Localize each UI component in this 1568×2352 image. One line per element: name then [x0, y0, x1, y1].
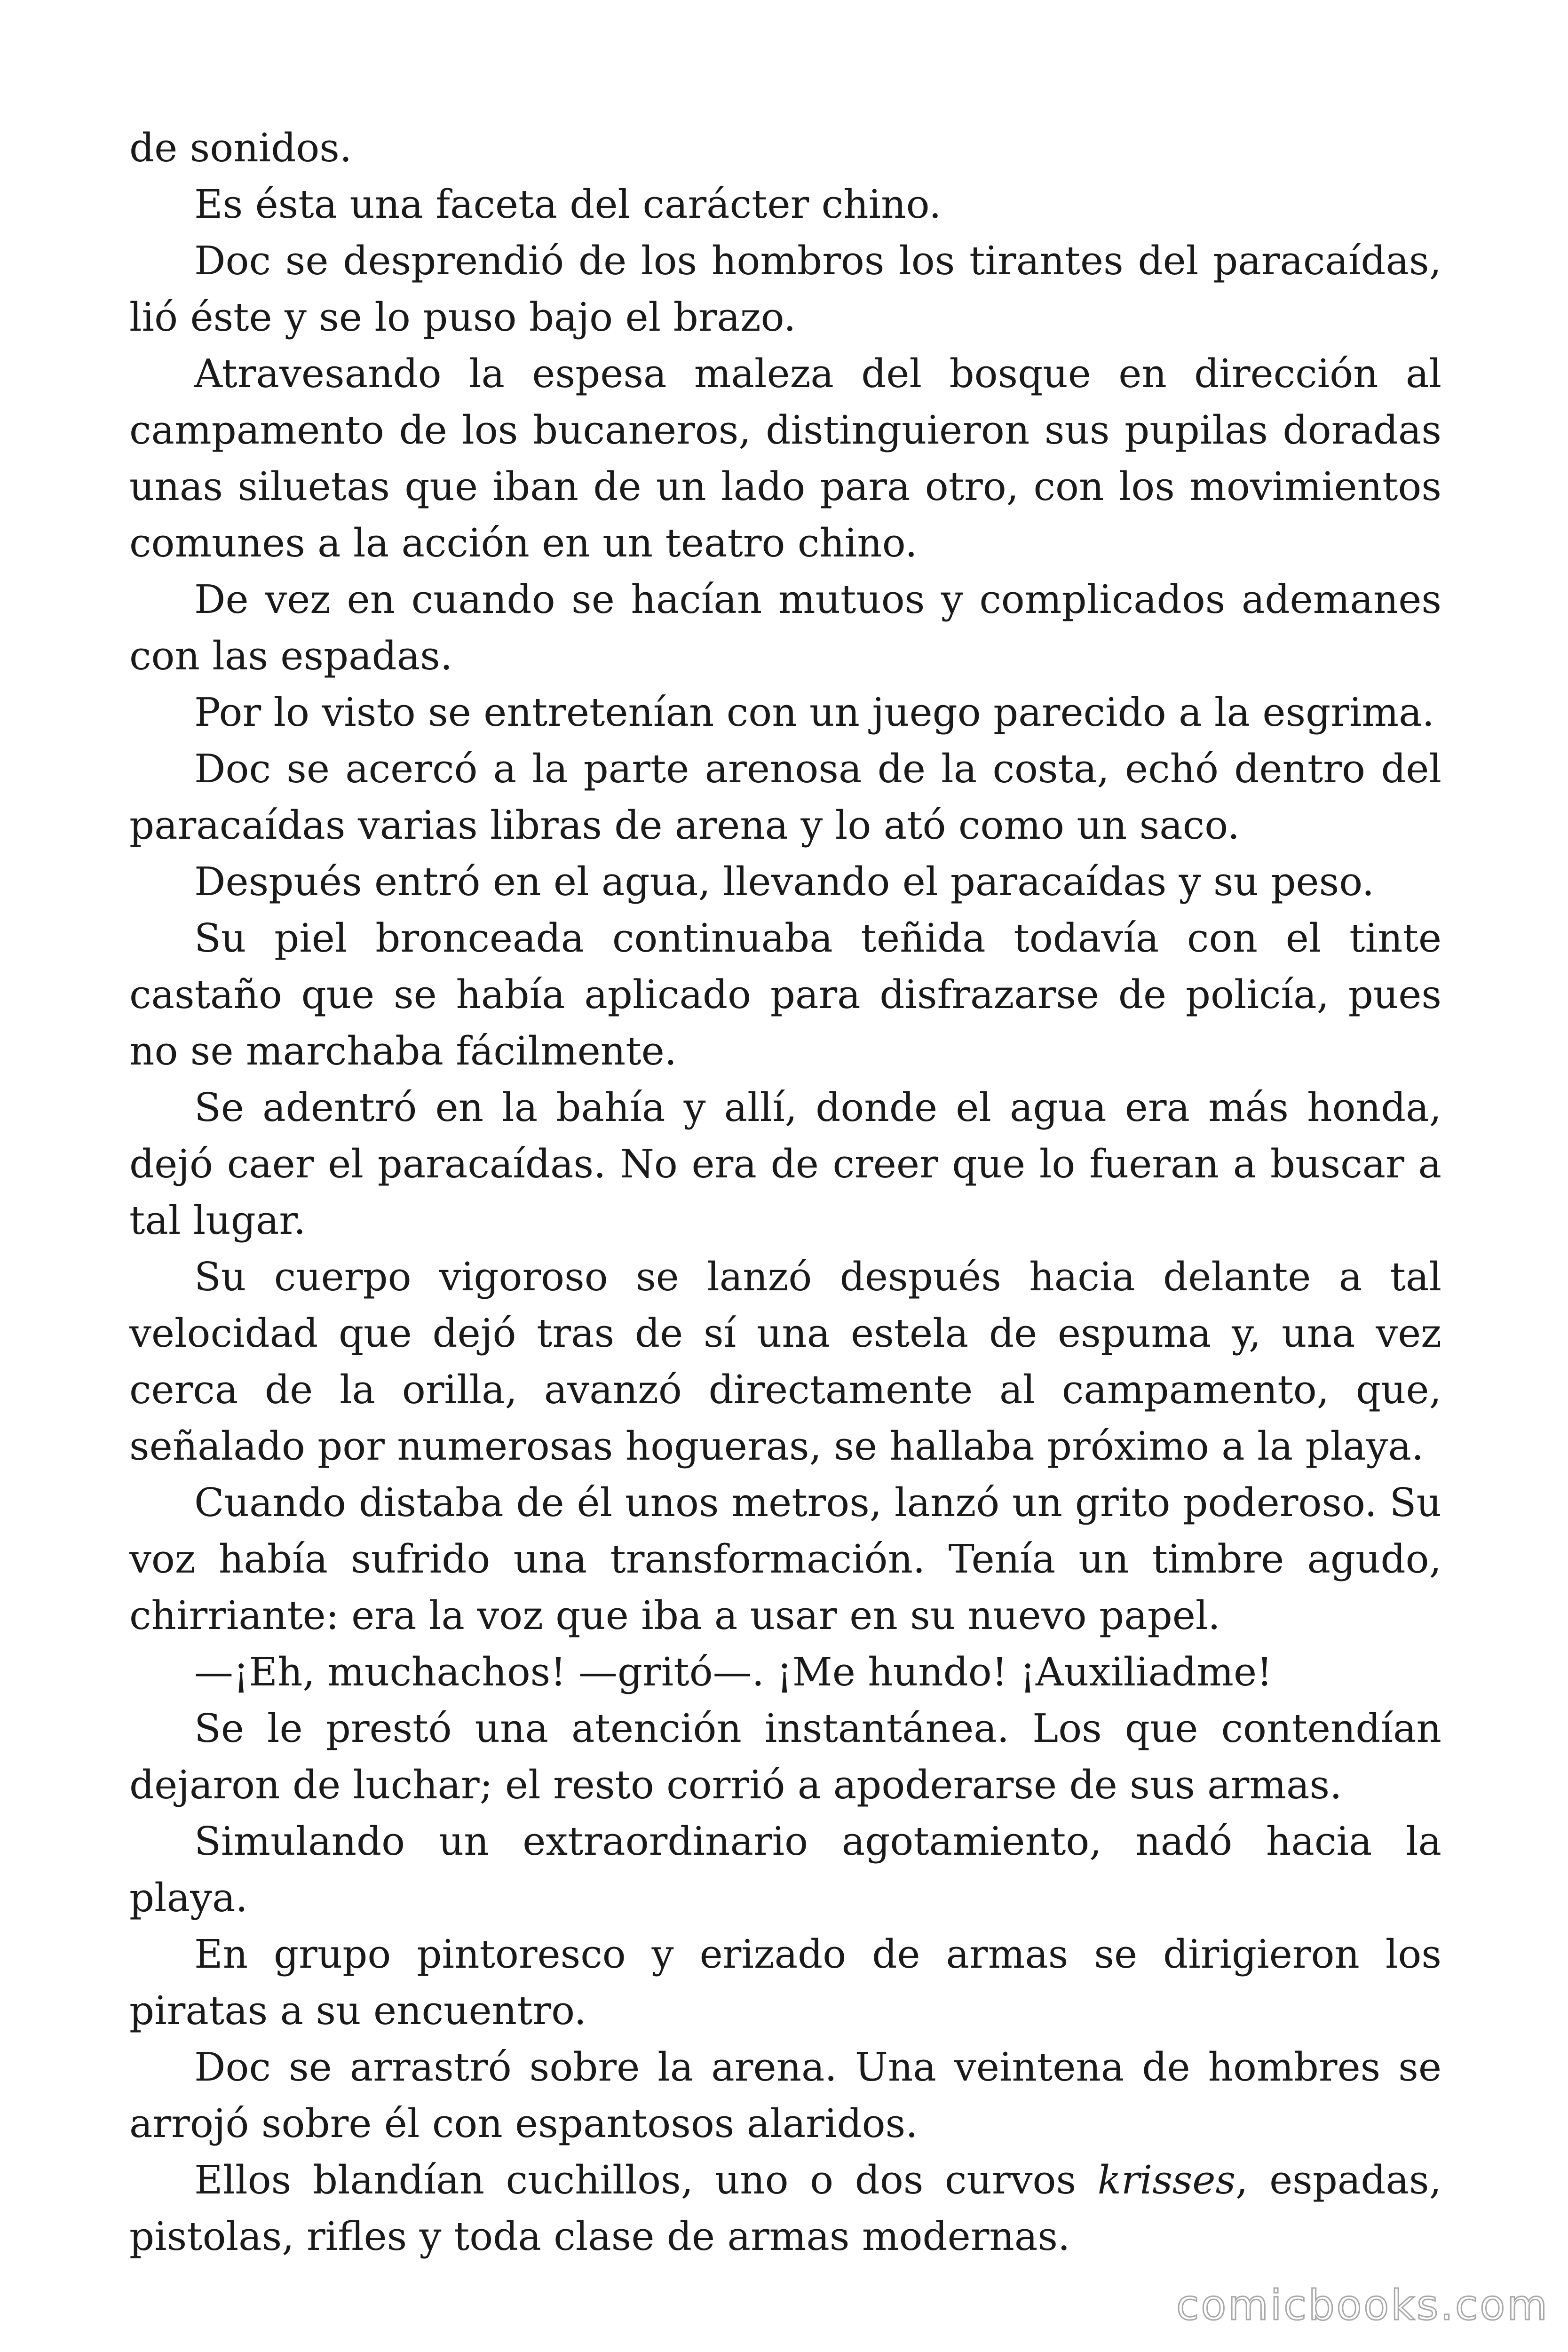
paragraph: Su cuerpo vigoroso se lanzó después hacia delante a tal velocidad que dejó tras de sí una estela de espuma y, una vez cerca de la orilla, avanzó directamente al campamento, que, señalado por numerosas hogueras, se hallaba próximo a la playa. — [129, 1254, 1441, 1469]
paragraph: Su piel bronceada continuaba teñida todavía con el tinte castaño que se había aplicado para disfrazarse de policía, pues no se marchaba fácilmente. — [129, 915, 1441, 1074]
paragraph: Se le prestó una atención instantánea. Los que contendían dejaron de luchar; el resto corrió a apoderarse de sus armas. — [129, 1706, 1441, 1808]
body-text — [129, 120, 1441, 2265]
paragraph: Doc se arrastró sobre la arena. Una veintena de hombres se arrojó sobre él con espantosos alaridos. — [129, 2044, 1441, 2146]
paragraph: Simulando un extraordinario agotamiento, nadó hacia la playa. — [129, 1819, 1441, 1921]
paragraph: Cuando distaba de él unos metros, lanzó un grito poderoso. Su voz había sufrido una transformación. Tenía un timbre agudo, chirriante: era la voz que iba a usar en su nuevo papel. — [129, 1480, 1441, 1638]
paragraph: De vez en cuando se hacían mutuos y complicados ademanes con las espadas. — [129, 577, 1441, 679]
paragraph: En grupo pintoresco y erizado de armas se dirigieron los piratas a su encuentro. — [129, 1931, 1441, 2034]
paragraph-dialogue: —¡Eh, muchachos! —gritó—. ¡Me hundo! ¡Auxiliadme! — [194, 1649, 1273, 1695]
watermark: comicbooks.com — [1176, 2281, 1549, 2329]
paragraph: Doc se acercó a la parte arenosa de la costa, echó dentro del paracaídas varias libras de arena y lo ató como un saco. — [129, 746, 1441, 848]
paragraph: Atravesando la espesa maleza del bosque en dirección al campamento de los bucaneros, distinguieron sus pupilas doradas unas siluetas que iban de un lado para otro, con los movimientos comunes a la acción en un teatro chino. — [129, 351, 1441, 566]
paragraph: Doc se desprendió de los hombros los tirantes del paracaídas, lió éste y se lo puso bajo el brazo. — [129, 238, 1441, 340]
paragraph-last — [129, 2152, 1441, 2265]
paragraph: de sonidos. — [129, 125, 352, 171]
paragraph-text: , espadas, pistolas, rifles y toda clase de armas modernas. — [129, 2157, 1441, 2259]
paragraph: Después entró en el agua, llevando el paracaídas y su peso. — [194, 859, 1375, 905]
italic-word: krisses — [1097, 2157, 1236, 2203]
paragraph: Se adentró en la bahía y allí, donde el agua era más honda, dejó caer el paracaídas. No era de creer que lo fueran a buscar a tal lugar. — [129, 1085, 1441, 1243]
paragraph-text: Ellos blandían cuchillos, uno o dos curvos — [194, 2157, 1098, 2203]
paragraph: Por lo visto se entretenían con un juego parecido a la esgrima. — [194, 690, 1434, 735]
paragraph: Es ésta una faceta del carácter chino. — [194, 182, 942, 227]
